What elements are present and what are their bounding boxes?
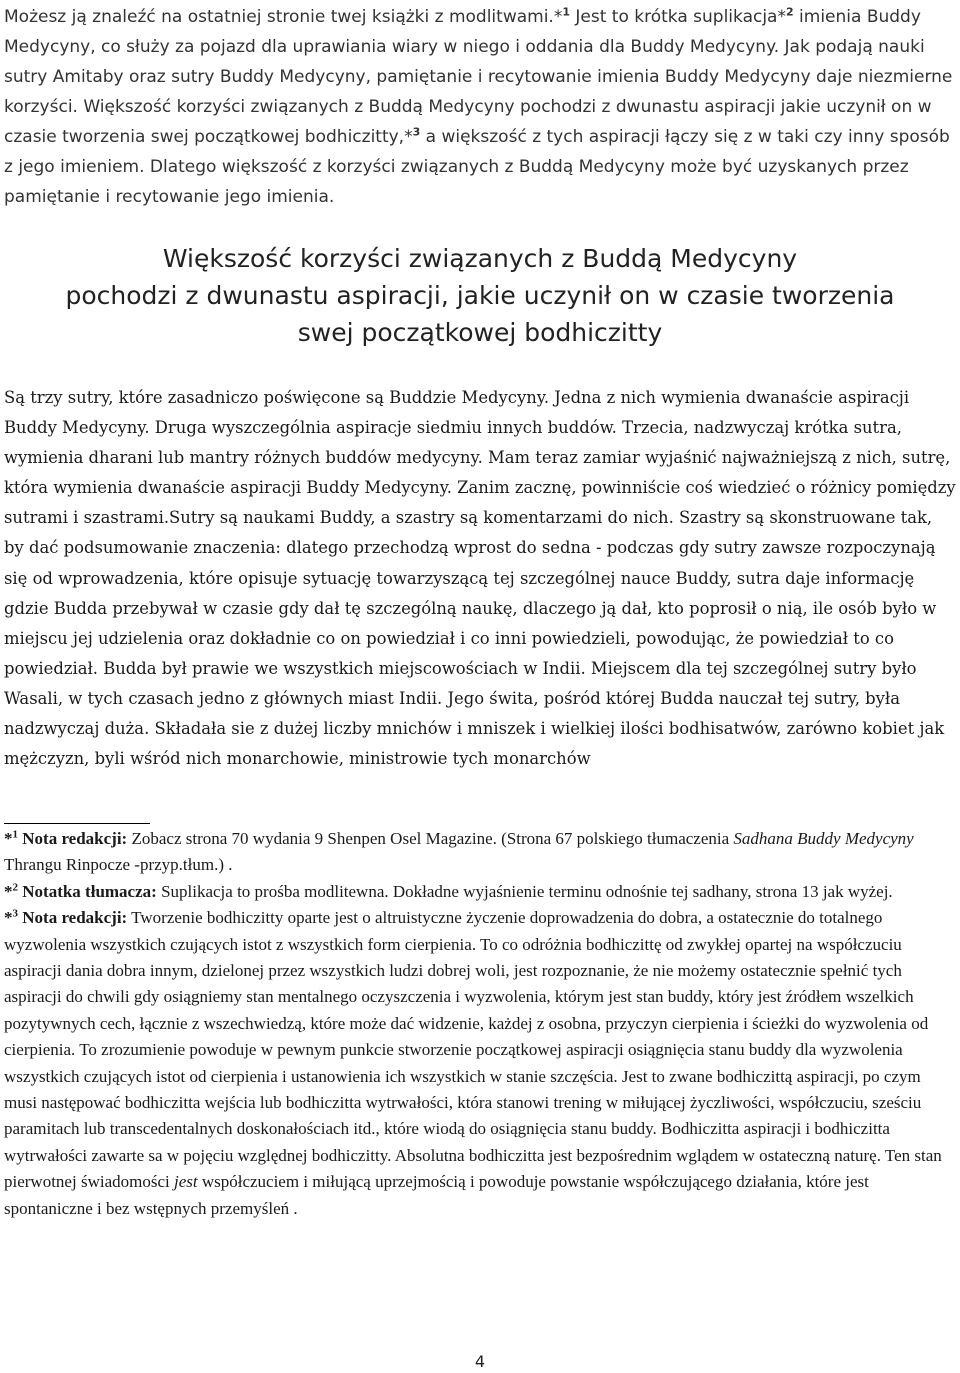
page-number: 4	[474, 1352, 486, 1371]
footnote-title: Nota redakcji:	[22, 829, 128, 848]
footnote-3	[4, 905, 956, 1222]
footnote-italic: jest	[173, 1172, 198, 1192]
footnote-title: Notatka tłumacza:	[22, 881, 157, 901]
intro-paragraph	[4, 2, 956, 212]
footnote-marker: *$^3$	[4, 907, 18, 928]
footnote-ref-1[interactable]: 1	[562, 5, 570, 19]
footnote-title: Nota redakcji:	[22, 908, 128, 928]
footnote-separator	[4, 823, 150, 824]
intro-text-2: Jest to krótka suplikacja*	[569, 7, 786, 27]
footnote-ref-3[interactable]: 3	[412, 125, 421, 139]
footnote-text-end: współczuciem i miłującą uprzejmością i powoduje powstanie współczującego działania, które jest spontaniczne i bez wstępnych przemyśleń .	[4, 1172, 869, 1218]
footnote-1	[4, 826, 956, 879]
heading-line-3: swej początkowej bodhiczitty	[297, 318, 663, 347]
footnote-text-end: Thrangu Rinpocze -przyp.tłum.) .	[4, 855, 233, 875]
footnote-text: Zobacz strona 70 wydania 9 Shenpen Osel Magazine. (Strona 67 polskiego tłumaczenia	[127, 829, 734, 848]
intro-text-1: Możesz ją znaleźć na ostatniej stronie twej książki z modlitwami.*	[4, 7, 563, 27]
footnotes-section	[4, 826, 956, 1222]
footnote-marker: *$^2$	[4, 881, 18, 901]
footnote-text: Suplikacja to prośba modlitewna. Dokładne wyjaśnienie terminu odnośnie tej sadhany, strona 13 jak wyżej.	[156, 881, 893, 901]
footnote-marker: *$^1$	[4, 828, 18, 848]
footnote-2	[4, 879, 956, 905]
heading-line-1: Większość korzyści związanych z Buddą Medycyny	[162, 244, 798, 273]
footnote-text: Tworzenie bodhiczitty oparte jest o altruistyczne życzenie doprowadzenia do dobra, a ostatecznie do totalnego wyzwolenia wszystkich czujących istot z wszystkich form cierpienia. To co odróżnia bodhiczittę od zwykłej opartej na współczuciu aspiracji dania dobra innym, dzielonej przez wszystkich ludzi dobrej woli, jest rozpoznanie, że nie możemy ostatecznie spełnić tych aspiracji do chwili gdy osiągniemy stan mentalnego oczyszczenia i wyzwolenia, którym jest stan buddy, który jest źródłem wszelkich pozytywnych cech, łącznie z wszechwiedzą, które może dać widzenie, każdej z osobna, przyczyn cierpienia i ścieżki do wyzwolenia od cierpienia. To zrozumienie powoduje w pewnym punkcie stworzenie początkowej aspiracji osiągnięcia stanu buddy dla wyzwolenia wszystkich czujących istot od cierpienia i ustanowienia ich wszystkich w stanie szczęścia. Jest to zwane bodhiczittą aspiracji, po czym musi następować bodhiczitta wejścia lub bodhiczitta wytrwałości, która stanowi trening w miłującej życzliwości, współczuciu, sześciu paramitach lub transcedentalnych doskonałościach itd., które wiodą do osiągnięcia stanu buddy. Bodhiczitta aspiracji i bodhiczitta wytrwałości zawarte sa w pojęciu względnej bodhiczitty. Absolutna bodhiczitta jest bezpośrednim wglądem w ostateczną naturę. Ten stan pierwotnej świadomości	[4, 908, 942, 1192]
footnote-ref-2[interactable]: 2	[785, 5, 794, 19]
heading-line-2: pochodzi z dwunastu aspiracji, jakie uczynił on w czasie tworzenia	[65, 281, 895, 310]
section-heading	[0, 240, 960, 351]
intro-text-3: imienia Buddy Medycyny, co służy za pojazd dla uprawiania wiary w niego i oddania dla Buddy Medycyny. Jak podają nauki sutry Amitaby oraz sutry Buddy Medycyny, pamiętanie i recytowanie imienia Buddy Medycyny daje niezmierne korzyści. Większość korzyści związanych z Buddą Medycyny pochodzi z dwunastu aspiracji jakie uczynił on w czasie tworzenia swej początkowej bodhiczitty,*	[4, 7, 953, 147]
body-paragraph: Są trzy sutry, które zasadniczo poświęcone są Buddzie Medycyny. Jedna z nich wymienia dwanaście aspiracji Buddy Medycyny. Druga wyszczególnia aspiracje siedmiu innych buddów. Trzecia, nadzwyczaj krótka sutra, wymienia dharani lub mantry różnych buddów medycyny. Mam teraz zamiar wyjaśnić najważniejszą z nich, sutrę, która wymienia dwanaście aspiracji Buddy Medycyny. Zanim zacznę, powinniście coś wiedzieć o różnicy pomiędzy sutrami i szastrami.Sutry są naukami Buddy, a szastry są komentarzami do nich. Szastry są skonstruowane tak, by dać podsumowanie znaczenia: dlatego przechodzą wprost do sedna - podczas gdy sutry zawsze rozpoczynają się od wprowadzenia, które opisuje sytuację towarzyszącą tej szczególnej nauce Buddy, sutra daje informację gdzie Budda przebywał w czasie gdy dał tę szczególną naukę, dlaczego ją dał, kto poprosił o nią, ile osób było w miejscu jej udzielenia oraz dokładnie co on powiedział i co inni powiedzieli, powodując, że powiedział to co powiedział. Budda był prawie we wszystkich miejscowościach w Indii. Miejscem dla tej szczególnej sutry było Wasali, w tych czasach jedno z głównych miast Indii. Jego świta, pośród której Budda nauczał tej sutry, była nadzwyczaj duża. Składała sie z dużej liczby mnichów i mniszek i wielkiej ilości bodhisatwów, zarówno kobiet jak mężczyzn, byli wśród nich monarchowie, ministrowie tych monarchów	[4, 388, 956, 769]
intro-text-4: a większość z tych aspiracji łączy się z w taki czy inny sposób z jego imieniem. Dlatego większość z korzyści związanych z Buddą Medycyny może być uzyskanych przez pamiętanie i recytowanie jego imienia.	[4, 127, 950, 207]
footnote-italic: Sadhana Buddy Medycyny	[733, 829, 914, 848]
